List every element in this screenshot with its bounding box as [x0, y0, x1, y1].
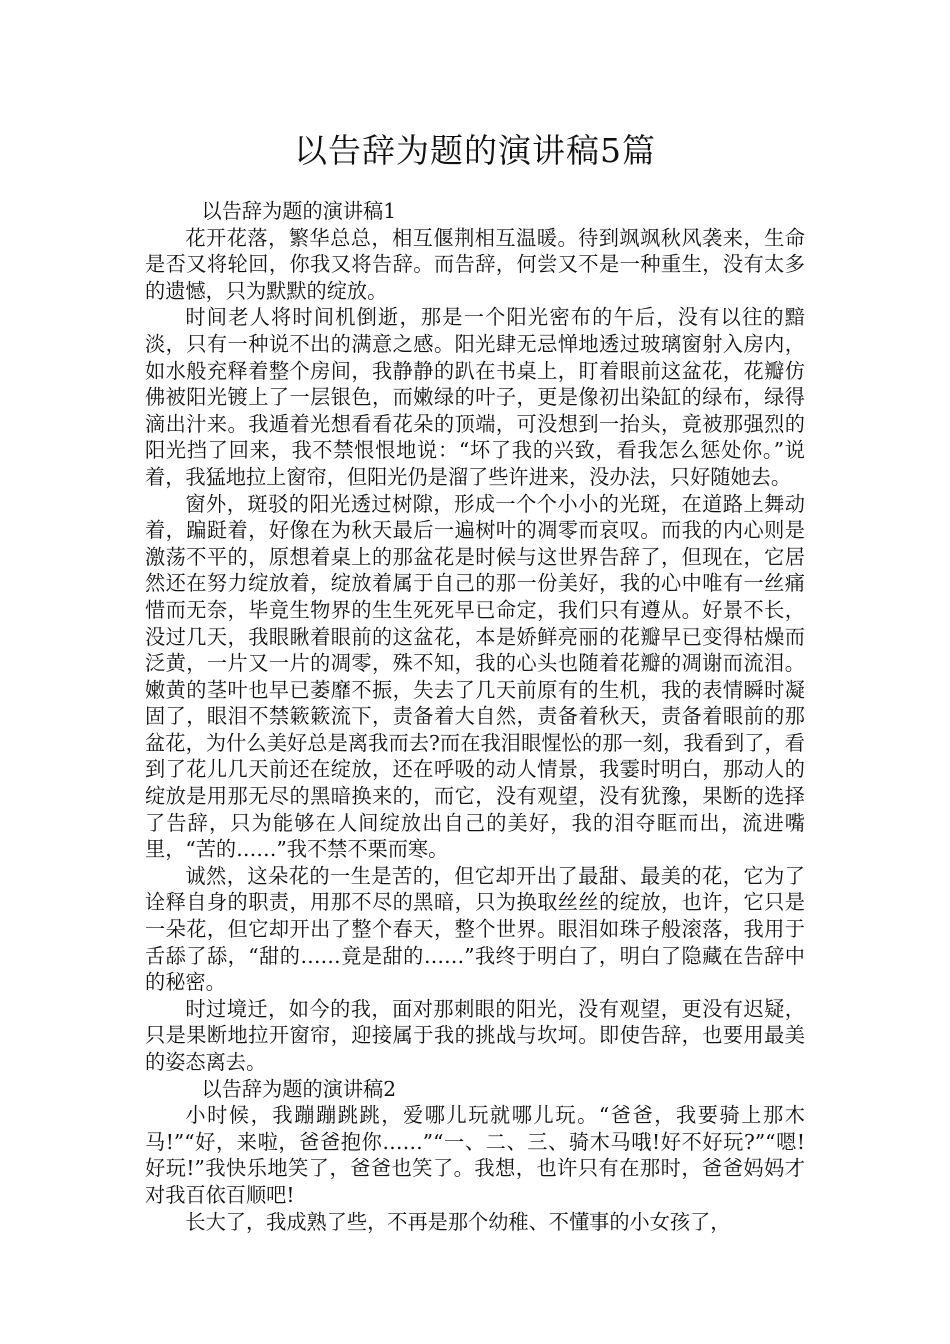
document-body — [145, 198, 805, 1235]
section-heading-2: 以告辞为题的演讲稿2 — [201, 1076, 397, 1101]
paragraph: 时过境迁，如今的我，面对那刺眼的阳光，没有观望，更没有迟疑，只是果断地拉开窗帘，迎接属于我的挑战与坎坷。即使告辞，也要用最美的姿态离去。 — [145, 996, 805, 1074]
paragraph: 诚然，这朵花的一生是苦的，但它却开出了最甜、最美的花，它为了诠释自身的职责，用那不尽的黑暗，只为换取丝丝的绽放，也许，它只是一朵花，但它却开出了整个春天，整个世界。眼泪如珠子般滚落，我用于舌舔了舔，“甜的……竟是甜的……”我终于明白了，明白了隐藏在告辞中的秘密。 — [145, 863, 805, 995]
section-heading-1: 以告辞为题的演讲稿1 — [201, 199, 397, 223]
paragraph: 时间老人将时间机倒逝，那是一个阳光密布的午后，没有以往的黯淡，只有一种说不出的满意之感。阳光肆无忌惮地透过玻璃窗射入房内，如水般充释着整个房间，我静静的趴在书桌上，盯着眼前这盆花，花瓣仿佛被阳光镀上了一层银色，而嫩绿的叶子，更是像初出染缸的绿布，绿得滴出汁来。我遁着光想看看花朵的顶端，可没想到一抬头，竟被那强烈的阳光挡了回来，我不禁恨恨地说：“坏了我的兴致，看我怎么惩处你。”说着，我猛地拉上窗帘，但阳光仍是溜了些许进来，没办法，只好随她去。 — [145, 305, 805, 489]
paragraph: 长大了，我成熟了些，不再是那个幼稚、不懂事的小女孩了， — [185, 1209, 731, 1234]
paragraph: 窗外，斑驳的阳光透过树隙，形成一个个小小的光斑，在道路上舞动着，蹁跹着，好像在为秋天最后一遍树叶的凋零而哀叹。而我的内心则是激荡不平的，原想着桌上的那盆花是时候与这世界告辞了，但现在，它居然还在努力绽放着，绽放着属于自己的那一份美好，我的心中唯有一丝痛惜而无奈，毕竟生物界的生生死死早已命定，我们只有遵从。好景不长，没过几天，我眼瞅着眼前的这盆花，本是娇鲜亮丽的花瓣早已变得枯燥而泛黄，一片又一片的凋零，殊不知，我的心头也随着花瓣的凋谢而流泪。嫩黄的茎叶也早已萎靡不振，失去了几天前原有的生机，我的表情瞬时凝固了，眼泪不禁簌簌流下，责备着大自然，责备着秋天，责备着眼前的那盆花，为什么美好总是离我而去?而在我泪眼惺忪的那一刻，我看到了，看到了花儿几天前还在绽放，还在呼吸的动人情景，我霎时明白，那动人的绽放是用那无尽的黑暗换来的，而它，没有观望，没有犹豫，果断的选择了告辞，只为能够在人间绽放出自己的美好，我的泪夺眶而出，流进嘴里，“苦的……”我不禁不栗而寒。 — [145, 491, 805, 862]
paragraph: 花开花落，繁华总总，相互偃荆相互温暖。待到飒飒秋风袭来，生命是否又将轮回，你我又将告辞。而告辞，何尝又不是一种重生，没有太多的遗憾，只为默默的绽放。 — [145, 225, 805, 303]
document-title: 以告辞为题的演讲稿5篇 — [294, 131, 656, 170]
paragraph: 小时候，我蹦蹦跳跳，爱哪儿玩就哪儿玩。“爸爸，我要骑上那木马!”“好，来啦，爸爸抱你……”“一、二、三、骑木马哦!好不好玩?”“嗯!好玩!”我快乐地笑了，爸爸也笑了。我想，也许只有在那时，爸爸妈妈才对我百依百顺吧! — [145, 1103, 805, 1207]
